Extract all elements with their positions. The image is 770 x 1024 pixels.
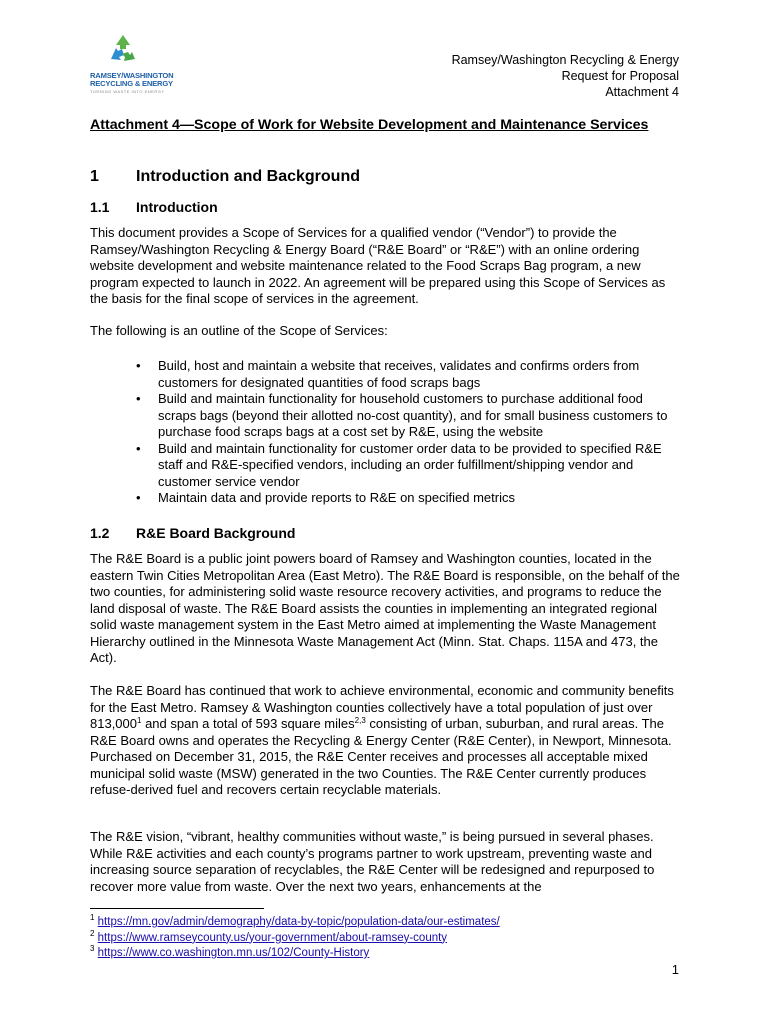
section-number: 1.1 — [90, 199, 110, 215]
board-background-paragraph: The R&E Board is a public joint powers board of Ramsey and Washington counties, located in the eastern Twin Cities Metropolitan Area (East Metro). The R&E Board is responsible, on the behalf of the two counties, for administering solid waste resource recovery activities, and programs to reduce the land disposal of waste. The R&E Board assists the counties in implementing an integrated regional solid waste management system in the East Metro aimed at implementing the Waste Management Hierarchy outlined in the Minnesota Waste Management Act (Minn. Stat. Chaps. 115A and 473, the Act). — [90, 551, 680, 665]
list-item: • Build and maintain functionality for household customers to purchase additional food scraps bags (beyond their allotted no-cost quantity), and for small business customers to purchase food scraps bags at a cost set by R&E, using the website — [136, 391, 684, 441]
header-attachment: Attachment 4 — [605, 85, 679, 99]
recycle-icon — [108, 33, 138, 65]
section-title: R&E Board Background — [136, 525, 296, 541]
paragraph-text: The R&E Board has continued that work to achieve environmental, economic and community benefits for the East Metro. Ramsey & Washington counties collectively have a total population of just over 813,000 — [90, 683, 674, 731]
re-logo — [90, 33, 174, 95]
logo-text-line1: RAMSEY/WASHINGTON — [90, 71, 174, 80]
footnote-mark: 3 — [90, 944, 95, 953]
section-1-2-heading — [90, 525, 295, 541]
logo-text-line2: RECYCLING & ENERGY — [90, 79, 173, 88]
footnote-link[interactable]: https://www.co.washington.mn.us/102/County-History — [97, 947, 370, 959]
section-1-1-heading — [90, 199, 218, 215]
outline-intro: The following is an outline of the Scope of Services: — [90, 323, 388, 338]
footnote-ref[interactable]: 2,3 — [354, 716, 366, 725]
section-title: Introduction and Background — [136, 168, 360, 185]
header-doc-type: Request for Proposal — [561, 69, 679, 83]
page-number: 1 — [671, 962, 679, 977]
footnote — [90, 946, 500, 962]
footnote-ref[interactable]: 1 — [137, 716, 142, 725]
section-number: 1 — [90, 168, 99, 185]
section-title: Introduction — [136, 199, 218, 215]
footnote-divider — [90, 908, 264, 909]
section-number: 1.2 — [90, 525, 110, 541]
footnote-mark: 2 — [90, 928, 95, 938]
paragraph-text: consisting of urban, suburban, and rural areas. The R&E Board owns and operates the Recycling & Energy Center (R&E Center), in Newport, Minnesota. Purchased on December 31, 2015, the R&E Center receives and processes all acceptable mixed municipal solid waste (MSW) generated in the two Counties. The R&E Center currently produces refuse-derived fuel and recovers certain recyclable materials. — [90, 716, 672, 797]
paragraph-text: and span a total of 593 square miles — [141, 716, 355, 731]
header-org: Ramsey/Washington Recycling & Energy — [451, 53, 679, 67]
footnotes — [90, 915, 500, 962]
footnote — [90, 928, 500, 947]
scope-bullet-list — [136, 358, 684, 507]
footnote-mark: 1 — [90, 913, 95, 922]
list-item: • Build, host and maintain a website that receives, validates and confirms orders from customers for designated quantities of food scraps bags — [136, 358, 684, 391]
document-header — [452, 52, 679, 100]
section-1-heading — [90, 168, 360, 186]
footnote-link[interactable]: https://mn.gov/admin/demography/data-by-topic/population-data/our-estimates/ — [97, 916, 500, 928]
footnote-link[interactable]: https://www.ramseycounty.us/your-government/about-ramsey-county — [97, 931, 448, 944]
list-item: • Build and maintain functionality for customer order data to be provided to specified R&E staff and R&E-specified vendors, including an order fulfillment/shipping vendor and customer service vendor — [136, 441, 684, 491]
footnote — [90, 915, 500, 931]
attachment-title: Attachment 4—Scope of Work for Website Development and Maintenance Services — [90, 117, 649, 133]
intro-paragraph: This document provides a Scope of Services for a qualified vendor (“Vendor”) to provide the Ramsey/Washington Recycling & Energy Board (“R&E Board” or “R&E”) with an online ordering website development and website maintenance related to the Food Scraps Bag program, a new program expected to launch in 2022. An agreement will be prepared using this Scope of Services as the basis for the final scope of services in the agreement. — [90, 225, 666, 306]
vision-paragraph: The R&E vision, “vibrant, healthy communities without waste,” is being pursued in several phases. While R&E activities and each county’s programs partner to work upstream, preventing waste and increasing source separation of recyclables, the R&E Center will be redesigned and repurposed to recover more value from waste. Over the next two years, enhancements at the — [90, 829, 655, 894]
logo-tagline: TURNING WASTE INTO ENERGY — [90, 89, 165, 94]
board-work-paragraph — [90, 683, 682, 799]
list-item: • Maintain data and provide reports to R&E on specified metrics — [136, 490, 684, 507]
